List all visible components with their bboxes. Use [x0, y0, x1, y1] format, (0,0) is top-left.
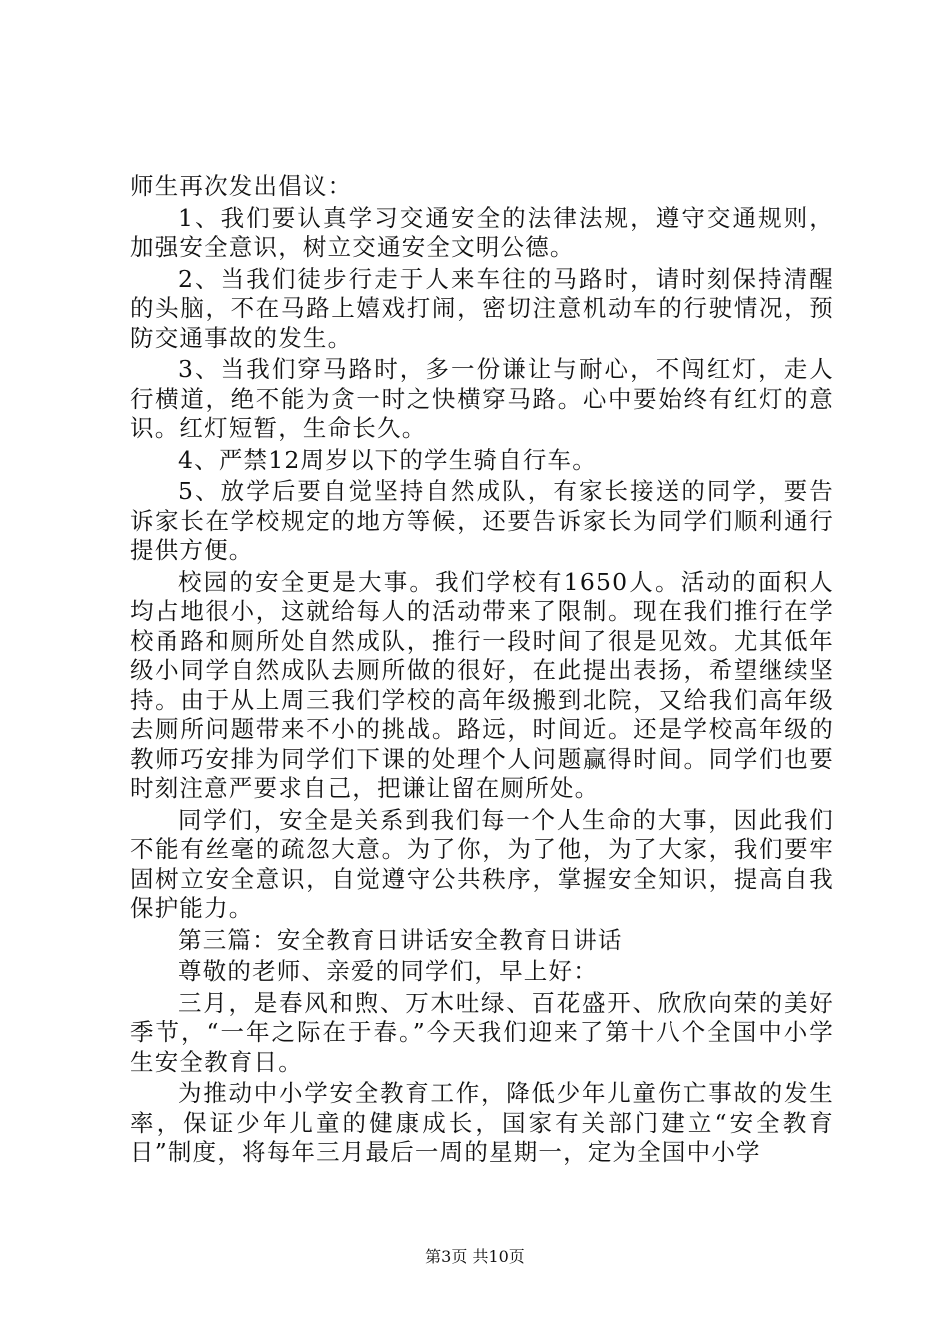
- paragraph-item-4: 4、严禁12周岁以下的学生骑自行车。: [178, 445, 597, 474]
- paragraph-item-5: 5、放学后要自觉坚持自然成队，有家长接送的同学，要告诉家长在学校规定的地方等候，还要告诉家长为同学们顺利通行提供方便。: [130, 477, 834, 564]
- paragraph-campus-safety: 校园的安全更是大事。我们学校有1650人。活动的面积人均占地很小，这就给每人的活动带来了限制。现在我们推行在学校甬路和厕所处自然成队，推行一段时间了很是见效。尤其低年级小同学自然成队去厕所做的很好，在此提出表扬，希望继续坚持。由于从上周三我们学校的高年级搬到北院，又给我们高年级去厕所问题带来不小的挑战。路远，时间近。还是学校高年级的教师巧安排为同学们下课的处理个人问题赢得时间。同学们也要时刻注意严要求自己，把谦让留在厕所处。: [130, 567, 834, 802]
- section-heading: 第三篇：安全教育日讲话安全教育日讲话: [178, 925, 623, 954]
- paragraph-greeting: 尊敬的老师、亲爱的同学们，早上好：: [178, 957, 598, 985]
- page-number: 第3页 共10页: [425, 1247, 525, 1266]
- paragraph-conclusion: 同学们，安全是关系到我们每一个人生命的大事，因此我们不能有丝毫的疏忽大意。为了你，为了他，为了大家，我们要牢固树立安全意识，自觉遵守公共秩序，掌握安全知识，提高自我保护能力。: [130, 805, 834, 922]
- paragraph-item-3: 3、当我们穿马路时，多一份谦让与耐心，不闯红灯，走人行横道，绝不能为贪一时之快横穿马路。心中要始终有红灯的意识。红灯短暂，生命长久。: [130, 355, 834, 442]
- paragraph-march: 三月，是春风和煦、万木吐绿、百花盛开、欣欣向荣的美好季节，“一年之际在于春。”今天我们迎来了第十八个全国中小学生安全教育日。: [130, 988, 834, 1076]
- paragraph-item-1: 1、我们要认真学习交通安全的法律法规，遵守交通规则，加强安全意识，树立交通安全文明公德。: [130, 203, 834, 261]
- paragraph-item-2: 2、当我们徒步行走于人来车往的马路时，请时刻保持清醒的头脑，不在马路上嬉戏打闹，密切注意机动车的行驶情况，预防交通事故的发生。: [130, 264, 834, 352]
- paragraph-intro: 师生再次发出倡议：: [130, 172, 353, 200]
- paragraph-safety-day: 为推动中小学安全教育工作，降低少年儿童伤亡事故的发生率，保证少年儿童的健康成长，国家有关部门建立“安全教育日”制度，将每年三月最后一周的星期一，定为全国中小学: [130, 1079, 834, 1166]
- document-body: [130, 172, 834, 1170]
